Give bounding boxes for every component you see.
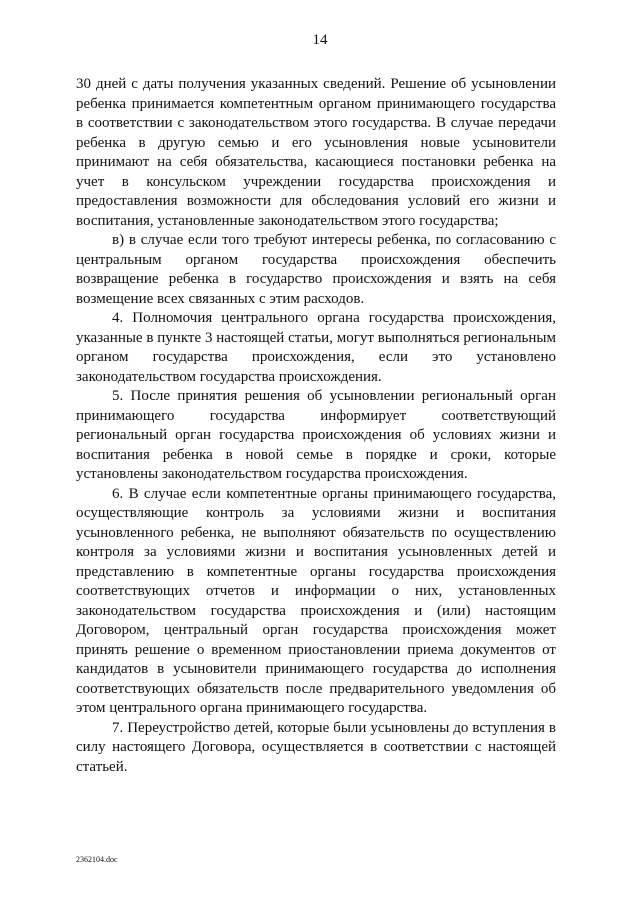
paragraph-7: 7. Переустройство детей, которые были усыновлены до вступления в силу настоящего Договора, осуществляется в соответствии с настоящей статьей. xyxy=(76,719,556,775)
paragraph-4: 4. Полномочия центрального органа государства происхождения, указанные в пункте 3 настоящей статьи, могут выполняться региональным органом государства происхождения, если это установлено законодательством государства происхождения. xyxy=(76,310,556,385)
page-number: 14 xyxy=(312,32,328,48)
paragraph-continuation: 30 дней с даты получения указанных сведений. Решение об усыновлении ребенка принимается компетентным органом принимающего государства в соответствии с законодательством этого государства. В случае передачи ребенка в другую семью и его усыновления новые усыновители принимают на себя обязательства, касающиеся постановки ребенка на учет в консульском учреждении государства происхождения и предоставления возможности для обследования условий его жизни и воспитания, установленные законодательством этого государства; xyxy=(76,76,556,229)
paragraph-5: 5. После принятия решения об усыновлении региональный орган принимающего государства информирует соответствующий региональный орган государства происхождения об условиях жизни и воспитания ребенка в новой семье в порядке и сроки, которые установлены законодательством государства происхождения. xyxy=(76,388,556,482)
paragraph-item-v: в) в случае если того требуют интересы ребенка, по согласованию с центральным органом государства происхождения обеспечить возвращение ребенка в государство происхождения и взять на себя возмещение всех связанных с этим расходов. xyxy=(76,232,556,307)
document-body xyxy=(76,75,556,777)
footer-document-id: 2362104.doc xyxy=(76,855,118,864)
paragraph-6: 6. В случае если компетентные органы принимающего государства, осуществляющие контроль за условиями жизни и воспитания усыновленного ребенка, не выполняют обязательств по осуществлению контроля за условиями жизни и воспитания усыновленных детей и представлению в компетентные органы государства происхождения соответствующих отчетов и информации о них, установленных законодательством государства происхождения и (или) настоящим Договором, центральный орган государства происхождения может принять решение о временном приостановлении приема документов от кандидатов в усыновители принимающего государства до исполнения соответствующих обязательств после предварительного уведомления об этом центрального органа принимающего государства. xyxy=(76,485,556,716)
